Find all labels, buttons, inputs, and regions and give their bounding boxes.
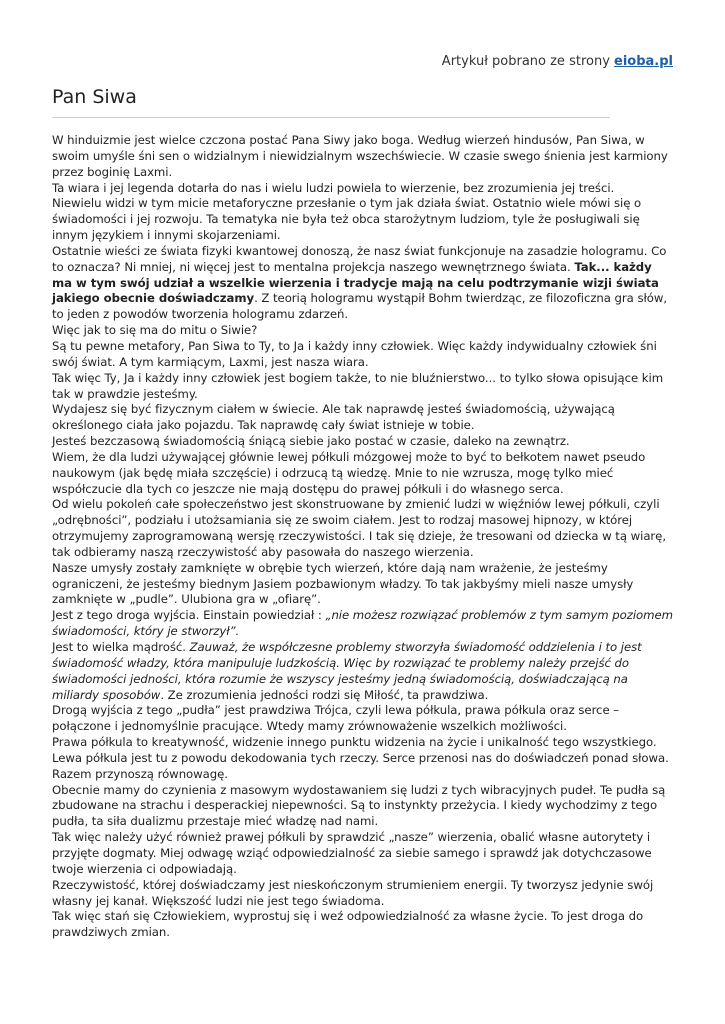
paragraph: Tak więc należy użyć również prawej półkuli by sprawdzić „nasze” wierzenia, obalić własne autorytety i przyjęte dogmaty. Miej odwagę wziąć odpowiedzialność za siebie samego i sprawdź jak dotychczasowe twoje wierzenia ci odpowiadają.	[52, 830, 652, 876]
paragraph	[52, 244, 674, 323]
paragraph: W hinduizmie jest wielce czczona postać Pana Siwy jako boga. Według wierzeń hindusów, Pan Siwa, w swoim umyśle śni sen o widzialnym i niewidzialnym wszechświecie. W czasie swego śnienia jest karmiony przez boginię Laxmi.	[52, 133, 668, 179]
source-link[interactable]: eioba.pl	[614, 54, 673, 69]
bold-emphasis: Tak... każdy ma w tym swój udział a wszelkie wierzenia i tradycje mają na celu podtrzymanie wizji świata jakiego obecnie doświadczamy	[52, 259, 659, 306]
source-attribution	[442, 54, 673, 69]
paragraph: Nasze umysły zostały zamknięte w obrębie tych wierzeń, które dają nam wrażenie, że jesteśmy ograniczeni, że jesteśmy biednym Jasiem pozbawionym władzy. To tak jakbyśmy mieli nasze umysły zamknięte w „pudle”. Ulubiona gra w „ofiarę”.	[52, 560, 634, 607]
paragraph: Jesteś bezczasową świadomością śniącą siebie jako postać w czasie, daleko na zewnątrz.	[52, 434, 570, 449]
paragraph: Drogą wyjścia z tego „pudła” jest prawdziwa Trójca, czyli lewa półkula, prawa półkula oraz serce – połączone i jednomyślnie pracujące. Wtedy mamy zrównoważenie wszelkich możliwości.	[52, 703, 620, 734]
paragraph-text: . Ze zrozumienia jedności rodzi się Miłość, ta prawdziwa.	[160, 687, 489, 702]
paragraph: Są tu pewne metafory, Pan Siwa to Ty, to Ja i każdy inny człowiek. Więc każdy indywidualny człowiek śni swój świat. A tym karmiącym, Laxmi, jest nasza wiara.	[52, 338, 657, 369]
paragraph: Niewielu widzi w tym micie metaforyczne przesłanie o tym jak działa świat. Ostatnio wiele mówi się o świadomości i jej rozwoju. Ta tematyka nie była też obca starożytnym ludziom, tyle że posługiwali się innym językiem i innymi skojarzeniami.	[52, 196, 642, 243]
paragraph: Wiem, że dla ludzi używającej głównie lewej półkuli mózgowej może to być to bełkotem nawet pseudo naukowym (jak będę miała szczęście) i odrzucą tą wiedzę. Mnie to nie wzrusza, mogę tylko mieć współczucie dla tych co jeszcze nie mają dostępu do prawej półkuli i do własnego serca.	[52, 449, 646, 496]
paragraph: Tak więc Ty, Ja i każdy inny człowiek jest bogiem także, to nie bluźnierstwo... to tylko słowa opisujące kim tak w prawdzie jesteśmy.	[52, 370, 664, 401]
paragraph: Więc jak to się ma do mitu o Siwie?	[52, 323, 258, 338]
title-divider	[52, 117, 610, 118]
paragraph-text: Jest to wielka mądrość.	[52, 640, 190, 654]
paragraph-text: Ostatnie wieści ze świata fizyki kwantowej donoszą, że nasz świat funkcjonuje na zasadzie hologramu. Co to oznacza? Ni mniej, ni więcej jest to mentalna projekcja naszego wewnętrznego świata.	[52, 243, 667, 274]
paragraph: Wydajesz się być fizycznym ciałem w świecie. Ale tak naprawdę jesteś świadomością, używającą określonego ciała jako pojazdu. Tak naprawdę cały świat istnieje w tobie.	[52, 402, 615, 433]
paragraph: Tak więc stań się Człowiekiem, wyprostuj się i weź odpowiedzialność za własne życie. To jest droga do prawdziwych zmian.	[52, 909, 644, 940]
paragraph: Ta wiara i jej legenda dotarła do nas i wielu ludzi powiela to wierzenie, bez zrozumienia jej treści.	[52, 180, 615, 195]
italic-emphasis: Zauważ, że współczesne problemy stworzyła świadomość oddzielenia i to jest świadomość władzy, która manipuluje ludzkością. Więc by rozwiązać te problemy należy przejść do świadomości jedności, która rozumie że wszyscy jesteśmy jedną świadomością, doświadczającą na miliardy sposobów	[52, 640, 642, 702]
paragraph: Obecnie mamy do czynienia z masowym wydostawaniem się ludzi z tych wibracyjnych pudeł. Te pudła są zbudowane na strachu i desperackiej niepewności. Są to instynkty przeżycia. I kiedy wychodzimy z tego pudła, ta siła dualizmu przestaje mieć władzę nad nami.	[52, 782, 666, 829]
einstein-quote: „nie możesz rozwiązać problemów z tym samym poziomem świadomości, który je stworzył”.	[52, 608, 673, 639]
paragraph: Prawa półkula to kreatywność, widzenie innego punktu widzenia na życie i unikalność tego wszystkiego. Lewa półkula jest tu z powodu dekodowania tych rzeczy. Serce przenosi nas do doświadczeń ponad słowa. Razem przynoszą równowagę.	[52, 735, 669, 781]
page-title: Pan Siwa	[52, 86, 137, 108]
paragraph: Rzeczywistość, której doświadczamy jest nieskończonym strumieniem energii. Ty tworzysz jedynie swój własny jej kanał. Większość ludzi nie jest tego świadoma.	[52, 877, 654, 908]
paragraph-text: Jest z tego droga wyjścia. Einstain powiedział :	[52, 608, 326, 623]
paragraph	[52, 640, 674, 703]
article-body	[52, 133, 674, 941]
paragraph-text: . Z teorią hologramu wystąpił Bohm twierdząc, ze filozoficzna gra słów, to jeden z powodów tworzenia hologramu zdarzeń.	[52, 291, 668, 322]
paragraph: Od wielu pokoleń całe społeczeństwo jest skonstruowane by zmienić ludzi w więźniów lewej półkuli, czyli „odrębności”, podziału i utożsamiania się ze swoim ciałem. Jest to rodzaj masowej hipnozy, w której otrzymujemy zaprogramowaną wersję rzeczywistości. I tak się dzieje, że tresowani od dziecka w tą wiarę, tak odbieramy naszą rzeczywistość aby pasowała do naszego wierzenia.	[52, 497, 666, 559]
paragraph	[52, 608, 674, 640]
source-prefix: Artykuł pobrano ze strony	[441, 54, 615, 69]
